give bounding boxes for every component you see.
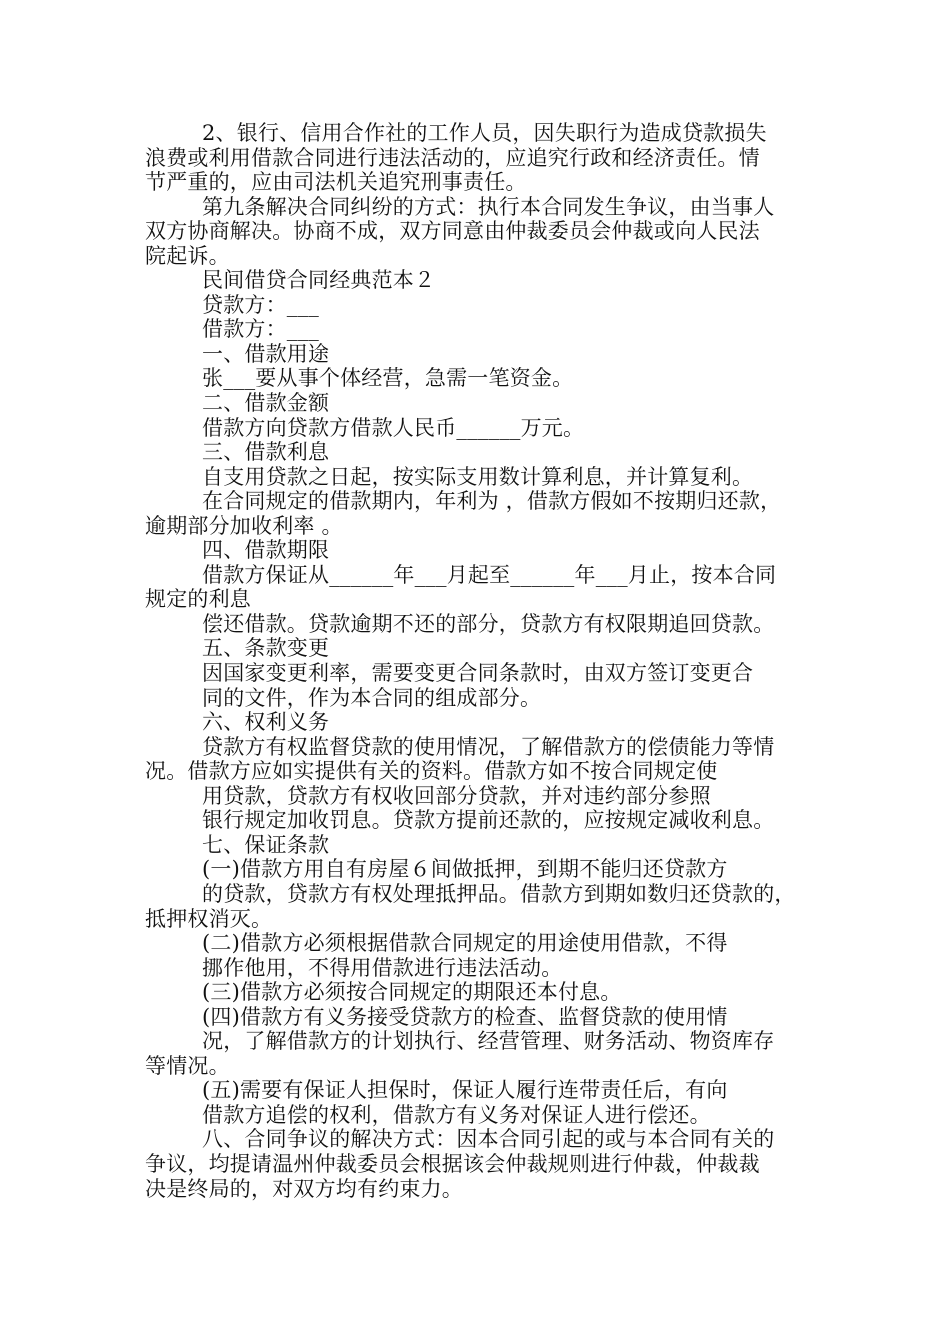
document-line: 因国家变更利率，需要变更合同条款时，由双方签订变更合 — [202, 661, 754, 686]
document-line: 三、借款利息 — [202, 440, 330, 465]
document-line: 民间借贷合同经典范本２ — [202, 268, 436, 293]
document-line: 银行规定加收罚息。贷款方提前还款的，应按规定减收利息。 — [202, 808, 775, 833]
document-line: 借款方向贷款方借款人民币______万元。 — [202, 415, 585, 440]
document-line: 的贷款，贷款方有权处理抵押品。借款方到期如数归还贷款的， — [202, 881, 796, 906]
document-line: 借款方保证从______年___月起至______年___月止，按本合同 — [202, 562, 777, 587]
document-line: 借款方追偿的权利，借款方有义务对保证人进行偿还。 — [202, 1102, 711, 1127]
document-line: 一、借款用途 — [202, 341, 330, 366]
document-line: (三)借款方必须按合同规定的期限还本付息。 — [202, 980, 622, 1005]
document-line: 浪费或利用借款合同进行违法活动的，应追究行政和经济责任。情 — [145, 145, 760, 170]
document-line: 挪作他用，不得用借款进行违法活动。 — [202, 955, 563, 980]
document-line: 同的文件，作为本合同的组成部分。 — [202, 685, 542, 710]
document-body — [145, 121, 825, 1201]
document-line: 贷款方：___ — [202, 292, 319, 317]
document-line: 第九条解决合同纠纷的方式：执行本合同发生争议，由当事人 — [202, 194, 775, 219]
document-line: 逾期部分加收利率 。 — [145, 513, 343, 538]
document-line: 自支用贷款之日起，按实际支用数计算利息，并计算复利。 — [202, 464, 754, 489]
document-line: 贷款方有权监督贷款的使用情况，了解借款方的偿债能力等情 — [202, 734, 775, 759]
document-line: 张___要从事个体经营，急需一笔资金。 — [202, 366, 574, 391]
document-line: 况。借款方应如实提供有关的资料。借款方如不按合同规定使 — [145, 759, 718, 784]
document-line: 二、借款金额 — [202, 391, 330, 416]
document-line: 用贷款，贷款方有权收回部分贷款，并对违约部分参照 — [202, 783, 711, 808]
document-line: 借款方：___ — [202, 317, 319, 342]
document-line: 六、权利义务 — [202, 710, 330, 735]
document-line: 八、合同争议的解决方式：因本合同引起的或与本合同有关的 — [202, 1127, 775, 1152]
document-line: (二)借款方必须根据借款合同规定的用途使用借款，不得 — [202, 931, 728, 956]
document-line: (五)需要有保证人担保时，保证人履行连带责任后，有向 — [202, 1078, 728, 1103]
document-line: 节严重的，应由司法机关追究刑事责任。 — [145, 170, 527, 195]
document-line: 四、借款期限 — [202, 538, 330, 563]
document-line: 等情况。 — [145, 1053, 230, 1078]
document-line: 五、条款变更 — [202, 636, 330, 661]
document-line: 院起诉。 — [145, 243, 230, 268]
document-line: 规定的利息 — [145, 587, 251, 612]
document-line: 决是终局的，对双方均有约束力。 — [145, 1176, 463, 1201]
document-line: 七、保证条款 — [202, 832, 330, 857]
document-line: 抵押权消灭。 — [145, 906, 273, 931]
document-line: 偿还借款。贷款逾期不还的部分，贷款方有权限期追回贷款。 — [202, 611, 775, 636]
document-line: 在合同规定的借款期内，年利为 ，借款方假如不按期归还款， — [202, 489, 782, 514]
document-line: 2、银行、信用合作社的工作人员，因失职行为造成贷款损失 — [202, 121, 767, 145]
document-line: 双方协商解决。协商不成，双方同意由仲裁委员会仲裁或向人民法 — [145, 219, 760, 244]
document-line: (四)借款方有义务接受贷款方的检查、监督贷款的使用情 — [202, 1004, 728, 1029]
document-line: (一)借款方用自有房屋６间做抵押，到期不能归还贷款方 — [202, 857, 728, 882]
document-line: 争议，均提请温州仲裁委员会根据该会仲裁规则进行仲裁，仲裁裁 — [145, 1151, 760, 1176]
document-line: 况，了解借款方的计划执行、经营管理、财务活动、物资库存 — [202, 1029, 775, 1054]
